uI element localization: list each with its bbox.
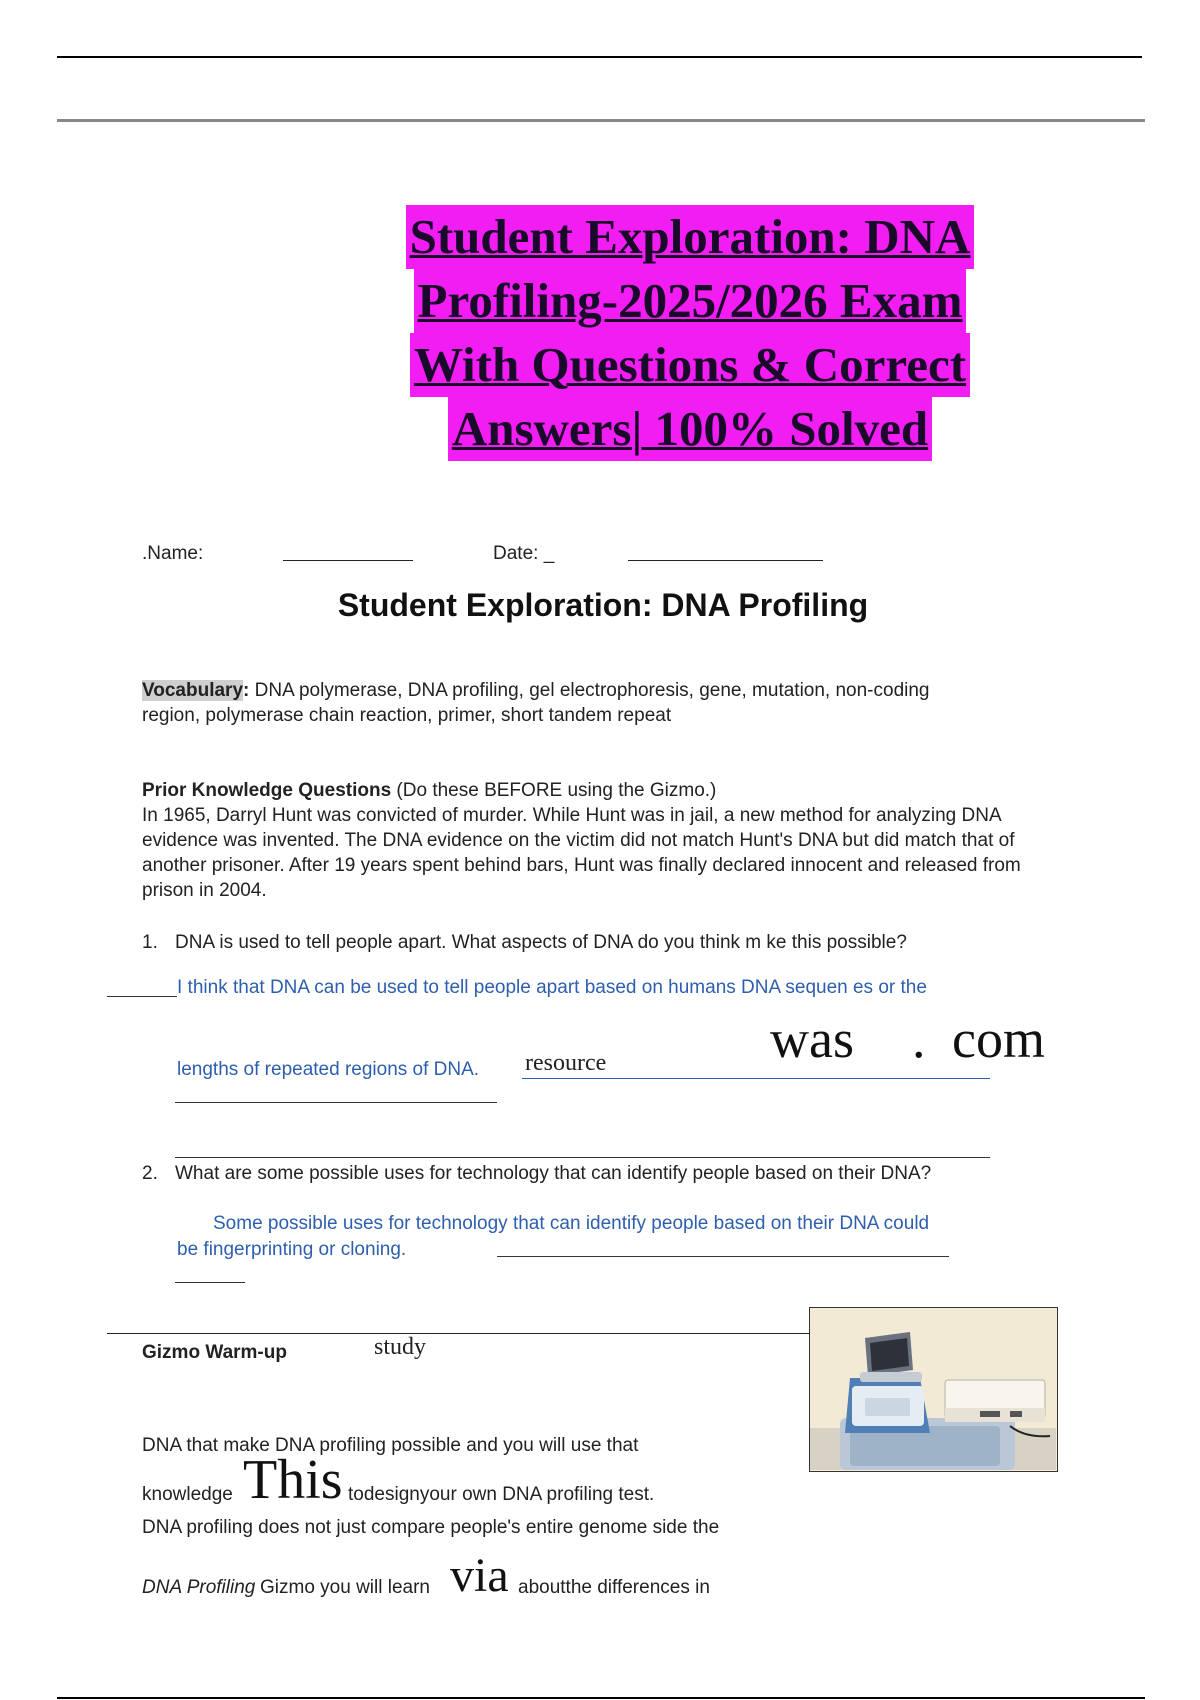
answer-1-line-1: I think that DNA can be used to tell people apart based on humans DNA sequen es or the — [177, 977, 927, 998]
watermark-resource: resource — [525, 1050, 607, 1076]
watermark-was: was — [770, 1009, 854, 1069]
name-field[interactable] — [283, 542, 413, 561]
title-banner — [360, 205, 1020, 461]
title-line-2: Profiling-2025/2026 Exam — [414, 269, 967, 333]
answer-1-line-2: lengths of repeated regions of DNA. — [177, 1059, 480, 1080]
answer-1-blank-a — [175, 1102, 497, 1103]
vocabulary-block — [142, 678, 982, 728]
warmup-line-4-post: aboutthe differences in — [518, 1577, 710, 1598]
title-line-3: With Questions & Correct — [410, 333, 970, 397]
question-1-number: 1. — [142, 932, 158, 953]
warmup-line-3: DNA profiling does not just compare people's entire genome side the — [142, 1517, 720, 1538]
warmup-line-2-pre: knowledge — [142, 1484, 233, 1505]
pcr-machine-illustration — [810, 1308, 1056, 1470]
gizmo-image — [809, 1307, 1058, 1472]
date-label: Date: _ — [493, 543, 555, 564]
answer-2-line-2: be fingerprinting or cloning. — [177, 1239, 407, 1260]
answer-2-underline — [497, 1256, 949, 1257]
bottom-rule — [57, 1697, 1145, 1699]
prior-knowledge-heading: Prior Knowledge Questions — [142, 780, 392, 801]
vocabulary-colon: : — [243, 680, 250, 701]
date-field[interactable] — [628, 542, 823, 561]
name-label: .Name: — [142, 543, 204, 564]
watermark-com: com — [952, 1009, 1045, 1069]
question-1-text: DNA is used to tell people apart. What aspects of DNA do you think m ke this possible? — [175, 932, 907, 953]
watermark-dot: . — [912, 1009, 926, 1069]
answer-2-blank — [175, 1282, 245, 1283]
vocabulary-label: Vocabulary — [142, 680, 244, 701]
watermark-study: study — [374, 1334, 427, 1360]
warmup-line-4-mid: Gizmo you will learn — [260, 1577, 430, 1598]
title-line-1: Student Exploration: DNA — [406, 205, 975, 269]
warmup-heading: Gizmo Warm-up — [142, 1342, 287, 1363]
answer-1-blank-b — [175, 1157, 990, 1158]
warmup-line-1: DNA that make DNA profiling possible and you will use that — [142, 1435, 639, 1456]
question-2-text: What are some possible uses for technology that can identify people based on their DNA? — [175, 1163, 932, 1184]
prior-knowledge-block — [142, 778, 1037, 903]
prior-knowledge-paragraph: In 1965, Darryl Hunt was convicted of murder. While Hunt was in jail, a new method for analyzing DNA evidence was invented. The DNA evidence on the victim did not match Hunt's DNA but did match that of another prisoner. After 19 years spent behind bars, Hunt was finally declared innocent and released from prison in 2004. — [142, 805, 1021, 901]
worksheet-title: Student Exploration: DNA Profiling — [337, 587, 869, 623]
warmup-line-2-post: todesignyour own DNA profiling test. — [348, 1484, 655, 1505]
answer-1-lead-line — [107, 996, 177, 997]
top-rule — [57, 56, 1142, 58]
watermark-this: This — [243, 1449, 343, 1511]
answer-1-underline — [522, 1078, 990, 1079]
watermark-via: via — [450, 1549, 509, 1602]
vocabulary-terms: DNA polymerase, DNA profiling, gel electrophoresis, gene, mutation, non-coding region, polymerase chain reaction, primer, short tandem repeat — [142, 680, 930, 726]
warmup-line-4-italic: DNA Profiling — [142, 1577, 256, 1598]
answer-2-line-1: Some possible uses for technology that can identify people based on their DNA could — [213, 1213, 930, 1234]
question-2-number: 2. — [142, 1163, 158, 1184]
title-line-4: Answers| 100% Solved — [448, 397, 932, 461]
prior-knowledge-note: (Do these BEFORE using the Gizmo.) — [391, 780, 717, 801]
header-rule — [57, 119, 1145, 122]
